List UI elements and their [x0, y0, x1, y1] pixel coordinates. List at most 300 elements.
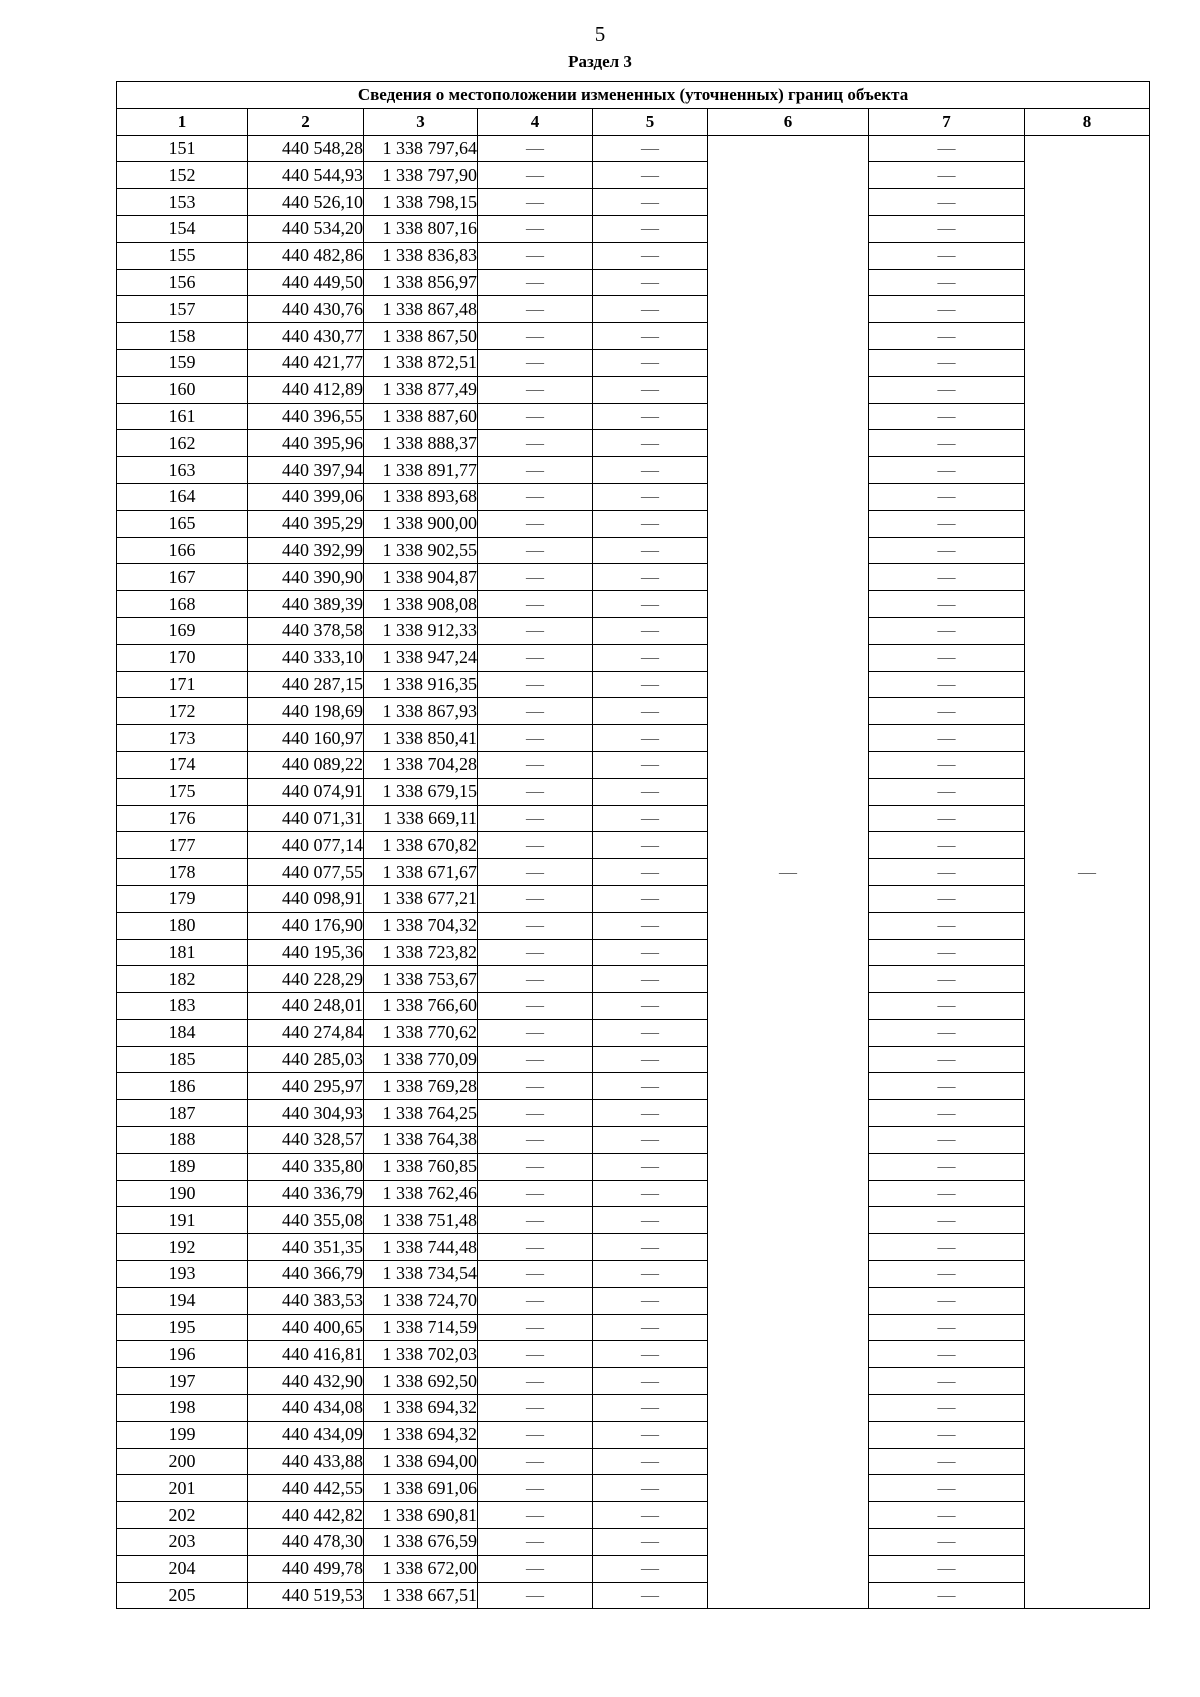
column-4-cell: —: [478, 135, 593, 162]
table-row: [117, 430, 1150, 457]
column-5-cell: —: [593, 430, 708, 457]
point-number-cell: 198: [117, 1395, 248, 1422]
column-7-cell: —: [869, 403, 1025, 430]
coordinate-y-cell: 1 338 723,82: [364, 939, 478, 966]
table-row: [117, 1153, 1150, 1180]
column-7-cell: —: [869, 215, 1025, 242]
table-row: [117, 564, 1150, 591]
column-4-cell: —: [478, 564, 593, 591]
coordinate-y-cell: 1 338 753,67: [364, 966, 478, 993]
point-number-cell: 204: [117, 1555, 248, 1582]
coordinate-x-cell: 440 395,96: [248, 430, 364, 457]
coordinate-y-cell: 1 338 872,51: [364, 349, 478, 376]
column-7-cell: —: [869, 135, 1025, 162]
coordinate-y-cell: 1 338 714,59: [364, 1314, 478, 1341]
column-7-cell: —: [869, 537, 1025, 564]
column-7-cell: —: [869, 1019, 1025, 1046]
column-4-cell: —: [478, 537, 593, 564]
coordinate-y-cell: 1 338 760,85: [364, 1153, 478, 1180]
coordinate-y-cell: 1 338 770,62: [364, 1019, 478, 1046]
column-4-cell: —: [478, 189, 593, 216]
column-4-cell: —: [478, 617, 593, 644]
table-row: [117, 1529, 1150, 1556]
column-5-cell: —: [593, 671, 708, 698]
column-8-merged-cell: —: [1025, 135, 1150, 1609]
column-4-cell: —: [478, 510, 593, 537]
column-header-3: 3: [364, 108, 478, 135]
coordinate-x-cell: 440 499,78: [248, 1555, 364, 1582]
column-5-cell: —: [593, 510, 708, 537]
column-7-cell: —: [869, 323, 1025, 350]
coordinate-y-cell: 1 338 744,48: [364, 1234, 478, 1261]
coordinate-x-cell: 440 287,15: [248, 671, 364, 698]
coordinate-x-cell: 440 336,79: [248, 1180, 364, 1207]
coordinate-x-cell: 440 442,82: [248, 1502, 364, 1529]
point-number-cell: 193: [117, 1261, 248, 1288]
coordinate-y-cell: 1 338 908,08: [364, 591, 478, 618]
column-7-cell: —: [869, 617, 1025, 644]
column-7-cell: —: [869, 671, 1025, 698]
coordinate-x-cell: 440 397,94: [248, 457, 364, 484]
column-5-cell: —: [593, 1341, 708, 1368]
column-7-cell: —: [869, 1448, 1025, 1475]
coordinate-y-cell: 1 338 692,50: [364, 1368, 478, 1395]
column-7-cell: —: [869, 1180, 1025, 1207]
coordinate-y-cell: 1 338 797,90: [364, 162, 478, 189]
column-5-cell: —: [593, 135, 708, 162]
column-5-cell: —: [593, 885, 708, 912]
coordinate-y-cell: 1 338 679,15: [364, 778, 478, 805]
column-header-7: 7: [869, 108, 1025, 135]
coordinate-y-cell: 1 338 798,15: [364, 189, 478, 216]
table-row: [117, 1448, 1150, 1475]
coordinate-y-cell: 1 338 770,09: [364, 1046, 478, 1073]
column-7-cell: —: [869, 1073, 1025, 1100]
section-title: Раздел 3: [568, 52, 632, 71]
table-row: [117, 296, 1150, 323]
column-5-cell: —: [593, 349, 708, 376]
column-7-cell: —: [869, 349, 1025, 376]
coordinate-y-cell: 1 338 769,28: [364, 1073, 478, 1100]
coordinate-y-cell: 1 338 893,68: [364, 483, 478, 510]
column-5-cell: —: [593, 162, 708, 189]
coordinate-x-cell: 440 228,29: [248, 966, 364, 993]
column-4-cell: —: [478, 1582, 593, 1609]
column-5-cell: —: [593, 966, 708, 993]
coordinate-y-cell: 1 338 867,50: [364, 323, 478, 350]
point-number-cell: 179: [117, 885, 248, 912]
coordinate-y-cell: 1 338 669,11: [364, 805, 478, 832]
column-6-merged-cell: —: [708, 135, 869, 1609]
point-number-cell: 160: [117, 376, 248, 403]
table-row: [117, 323, 1150, 350]
coordinate-x-cell: 440 285,03: [248, 1046, 364, 1073]
coordinate-x-cell: 440 421,77: [248, 349, 364, 376]
coordinate-x-cell: 440 304,93: [248, 1100, 364, 1127]
column-4-cell: —: [478, 323, 593, 350]
coordinate-y-cell: 1 338 766,60: [364, 993, 478, 1020]
table-row: [117, 1261, 1150, 1288]
table-row: [117, 778, 1150, 805]
point-number-cell: 158: [117, 323, 248, 350]
coordinate-y-cell: 1 338 947,24: [364, 644, 478, 671]
column-5-cell: —: [593, 1207, 708, 1234]
coordinate-y-cell: 1 338 904,87: [364, 564, 478, 591]
column-4-cell: —: [478, 1555, 593, 1582]
table-row: [117, 1555, 1150, 1582]
column-5-cell: —: [593, 1046, 708, 1073]
column-5-cell: —: [593, 1421, 708, 1448]
table-row: [117, 162, 1150, 189]
point-number-cell: 166: [117, 537, 248, 564]
column-header-1: 1: [117, 108, 248, 135]
column-4-cell: —: [478, 805, 593, 832]
coordinate-x-cell: 440 412,89: [248, 376, 364, 403]
column-header-5: 5: [593, 108, 708, 135]
table-row: [117, 135, 1150, 162]
table-row: [117, 242, 1150, 269]
coordinate-x-cell: 440 077,55: [248, 859, 364, 886]
coordinate-y-cell: 1 338 671,67: [364, 859, 478, 886]
point-number-cell: 192: [117, 1234, 248, 1261]
table-row: [117, 1368, 1150, 1395]
point-number-cell: 165: [117, 510, 248, 537]
column-5-cell: —: [593, 1314, 708, 1341]
column-7-cell: —: [869, 778, 1025, 805]
coordinate-y-cell: 1 338 676,59: [364, 1529, 478, 1556]
coordinate-x-cell: 440 195,36: [248, 939, 364, 966]
coordinate-x-cell: 440 449,50: [248, 269, 364, 296]
point-number-cell: 184: [117, 1019, 248, 1046]
column-5-cell: —: [593, 1368, 708, 1395]
point-number-cell: 178: [117, 859, 248, 886]
point-number-cell: 189: [117, 1153, 248, 1180]
coordinate-x-cell: 440 383,53: [248, 1287, 364, 1314]
column-4-cell: —: [478, 376, 593, 403]
column-7-cell: —: [869, 1502, 1025, 1529]
table-row: [117, 859, 1150, 886]
coordinate-x-cell: 440 478,30: [248, 1529, 364, 1556]
column-header-2: 2: [248, 108, 364, 135]
coordinate-y-cell: 1 338 836,83: [364, 242, 478, 269]
column-4-cell: —: [478, 1261, 593, 1288]
coordinate-x-cell: 440 355,08: [248, 1207, 364, 1234]
table-row: [117, 1421, 1150, 1448]
column-7-cell: —: [869, 510, 1025, 537]
column-7-cell: —: [869, 457, 1025, 484]
coordinate-y-cell: 1 338 867,48: [364, 296, 478, 323]
point-number-cell: 186: [117, 1073, 248, 1100]
column-5-cell: —: [593, 1234, 708, 1261]
point-number-cell: 164: [117, 483, 248, 510]
coordinate-x-cell: 440 519,53: [248, 1582, 364, 1609]
point-number-cell: 177: [117, 832, 248, 859]
column-7-cell: —: [869, 939, 1025, 966]
column-5-cell: —: [593, 1153, 708, 1180]
point-number-cell: 162: [117, 430, 248, 457]
column-4-cell: —: [478, 778, 593, 805]
coordinate-x-cell: 440 077,14: [248, 832, 364, 859]
column-7-cell: —: [869, 1368, 1025, 1395]
column-7-cell: —: [869, 859, 1025, 886]
point-number-cell: 187: [117, 1100, 248, 1127]
column-4-cell: —: [478, 1314, 593, 1341]
column-7-cell: —: [869, 242, 1025, 269]
column-7-cell: —: [869, 1421, 1025, 1448]
column-5-cell: —: [593, 698, 708, 725]
coordinate-y-cell: 1 338 724,70: [364, 1287, 478, 1314]
column-7-cell: —: [869, 483, 1025, 510]
coordinate-x-cell: 440 416,81: [248, 1341, 364, 1368]
column-5-cell: —: [593, 1502, 708, 1529]
coordinate-x-cell: 440 378,58: [248, 617, 364, 644]
coordinate-x-cell: 440 328,57: [248, 1127, 364, 1154]
table-row: [117, 1287, 1150, 1314]
column-5-cell: —: [593, 1555, 708, 1582]
coordinate-y-cell: 1 338 762,46: [364, 1180, 478, 1207]
column-5-cell: —: [593, 859, 708, 886]
column-7-cell: —: [869, 1207, 1025, 1234]
point-number-cell: 161: [117, 403, 248, 430]
column-7-cell: —: [869, 805, 1025, 832]
table-row: [117, 1180, 1150, 1207]
table-row: [117, 1341, 1150, 1368]
table-row: [117, 1073, 1150, 1100]
column-4-cell: —: [478, 1368, 593, 1395]
column-4-cell: —: [478, 644, 593, 671]
column-4-cell: —: [478, 1234, 593, 1261]
column-4-cell: —: [478, 725, 593, 752]
coordinate-x-cell: 440 390,90: [248, 564, 364, 591]
column-4-cell: —: [478, 591, 593, 618]
table-row: [117, 403, 1150, 430]
column-7-cell: —: [869, 1261, 1025, 1288]
table-row: [117, 457, 1150, 484]
point-number-cell: 169: [117, 617, 248, 644]
column-7-cell: —: [869, 1127, 1025, 1154]
column-5-cell: —: [593, 564, 708, 591]
coordinate-y-cell: 1 338 887,60: [364, 403, 478, 430]
column-5-cell: —: [593, 269, 708, 296]
table-row: [117, 725, 1150, 752]
column-5-cell: —: [593, 993, 708, 1020]
coordinate-x-cell: 440 366,79: [248, 1261, 364, 1288]
column-7-cell: —: [869, 993, 1025, 1020]
coordinate-x-cell: 440 071,31: [248, 805, 364, 832]
coordinate-y-cell: 1 338 677,21: [364, 885, 478, 912]
coordinate-y-cell: 1 338 670,82: [364, 832, 478, 859]
column-4-cell: —: [478, 483, 593, 510]
column-4-cell: —: [478, 939, 593, 966]
column-7-cell: —: [869, 269, 1025, 296]
column-5-cell: —: [593, 912, 708, 939]
column-4-cell: —: [478, 403, 593, 430]
coordinate-y-cell: 1 338 764,38: [364, 1127, 478, 1154]
table-row: [117, 617, 1150, 644]
coordinate-x-cell: 440 430,77: [248, 323, 364, 350]
point-number-cell: 159: [117, 349, 248, 376]
column-7-cell: —: [869, 162, 1025, 189]
table-row: [117, 1395, 1150, 1422]
column-4-cell: —: [478, 671, 593, 698]
coordinate-y-cell: 1 338 691,06: [364, 1475, 478, 1502]
column-4-cell: —: [478, 1046, 593, 1073]
column-5-cell: —: [593, 832, 708, 859]
table-row: [117, 1207, 1150, 1234]
column-4-cell: —: [478, 457, 593, 484]
coordinate-x-cell: 440 400,65: [248, 1314, 364, 1341]
coordinate-x-cell: 440 351,35: [248, 1234, 364, 1261]
column-5-cell: —: [593, 644, 708, 671]
column-5-cell: —: [593, 1180, 708, 1207]
column-4-cell: —: [478, 1421, 593, 1448]
table-row: [117, 805, 1150, 832]
coordinate-y-cell: 1 338 797,64: [364, 135, 478, 162]
column-4-cell: —: [478, 1019, 593, 1046]
column-4-cell: —: [478, 349, 593, 376]
point-number-cell: 152: [117, 162, 248, 189]
column-5-cell: —: [593, 778, 708, 805]
point-number-cell: 163: [117, 457, 248, 484]
table-row: [117, 537, 1150, 564]
column-5-cell: —: [593, 296, 708, 323]
point-number-cell: 153: [117, 189, 248, 216]
coordinate-y-cell: 1 338 734,54: [364, 1261, 478, 1288]
column-header-row: [117, 108, 1150, 135]
column-5-cell: —: [593, 1475, 708, 1502]
coordinate-x-cell: 440 548,28: [248, 135, 364, 162]
point-number-cell: 156: [117, 269, 248, 296]
column-4-cell: —: [478, 1207, 593, 1234]
table-row: [117, 1582, 1150, 1609]
point-number-cell: 176: [117, 805, 248, 832]
coordinate-x-cell: 440 389,39: [248, 591, 364, 618]
coordinate-x-cell: 440 176,90: [248, 912, 364, 939]
coordinate-y-cell: 1 338 888,37: [364, 430, 478, 457]
table-row: [117, 376, 1150, 403]
column-5-cell: —: [593, 1127, 708, 1154]
point-number-cell: 170: [117, 644, 248, 671]
point-number-cell: 195: [117, 1314, 248, 1341]
point-number-cell: 182: [117, 966, 248, 993]
coordinate-y-cell: 1 338 704,28: [364, 751, 478, 778]
table-row: [117, 1019, 1150, 1046]
point-number-cell: 202: [117, 1502, 248, 1529]
column-5-cell: —: [593, 617, 708, 644]
coordinate-y-cell: 1 338 856,97: [364, 269, 478, 296]
coordinate-y-cell: 1 338 902,55: [364, 537, 478, 564]
column-4-cell: —: [478, 885, 593, 912]
coordinate-y-cell: 1 338 916,35: [364, 671, 478, 698]
table-row: [117, 912, 1150, 939]
column-4-cell: —: [478, 215, 593, 242]
coordinate-x-cell: 440 333,10: [248, 644, 364, 671]
column-7-cell: —: [869, 1475, 1025, 1502]
column-4-cell: —: [478, 1341, 593, 1368]
point-number-cell: 171: [117, 671, 248, 698]
column-4-cell: —: [478, 966, 593, 993]
coordinate-y-cell: 1 338 764,25: [364, 1100, 478, 1127]
column-header-6: 6: [708, 108, 869, 135]
column-4-cell: —: [478, 269, 593, 296]
point-number-cell: 174: [117, 751, 248, 778]
column-5-cell: —: [593, 242, 708, 269]
point-number-cell: 181: [117, 939, 248, 966]
coordinate-x-cell: 440 430,76: [248, 296, 364, 323]
column-7-cell: —: [869, 1555, 1025, 1582]
boundary-coordinates-table: [116, 81, 1150, 1609]
page-number: 5: [594, 22, 606, 46]
point-number-cell: 168: [117, 591, 248, 618]
column-4-cell: —: [478, 1100, 593, 1127]
column-5-cell: —: [593, 537, 708, 564]
table-row: [117, 510, 1150, 537]
table-row: [117, 1234, 1150, 1261]
column-5-cell: —: [593, 457, 708, 484]
point-number-cell: 180: [117, 912, 248, 939]
table-row: [117, 644, 1150, 671]
point-number-cell: 196: [117, 1341, 248, 1368]
table-row: [117, 1314, 1150, 1341]
column-4-cell: —: [478, 698, 593, 725]
coordinate-x-cell: 440 160,97: [248, 725, 364, 752]
table-row: [117, 591, 1150, 618]
coordinate-x-cell: 440 534,20: [248, 215, 364, 242]
column-5-cell: —: [593, 1261, 708, 1288]
table-row: [117, 993, 1150, 1020]
column-5-cell: —: [593, 751, 708, 778]
table-row: [117, 1127, 1150, 1154]
column-5-cell: —: [593, 1287, 708, 1314]
point-number-cell: 167: [117, 564, 248, 591]
coordinate-y-cell: 1 338 891,77: [364, 457, 478, 484]
column-4-cell: —: [478, 1395, 593, 1422]
column-5-cell: —: [593, 1100, 708, 1127]
point-number-cell: 173: [117, 725, 248, 752]
column-4-cell: —: [478, 1180, 593, 1207]
column-7-cell: —: [869, 1287, 1025, 1314]
column-5-cell: —: [593, 725, 708, 752]
coordinate-y-cell: 1 338 867,93: [364, 698, 478, 725]
coordinate-x-cell: 440 274,84: [248, 1019, 364, 1046]
column-5-cell: —: [593, 376, 708, 403]
coordinate-y-cell: 1 338 704,32: [364, 912, 478, 939]
coordinate-x-cell: 440 526,10: [248, 189, 364, 216]
column-4-cell: —: [478, 832, 593, 859]
column-4-cell: —: [478, 859, 593, 886]
column-7-cell: —: [869, 751, 1025, 778]
point-number-cell: 191: [117, 1207, 248, 1234]
coordinate-x-cell: 440 198,69: [248, 698, 364, 725]
column-4-cell: —: [478, 1529, 593, 1556]
coordinate-x-cell: 440 442,55: [248, 1475, 364, 1502]
table-caption: Сведения о местоположении измененных (уточненных) границ объекта: [117, 82, 1150, 109]
table-row: [117, 483, 1150, 510]
column-5-cell: —: [593, 1529, 708, 1556]
column-7-cell: —: [869, 296, 1025, 323]
coordinate-x-cell: 440 295,97: [248, 1073, 364, 1100]
table-row: [117, 939, 1150, 966]
coordinate-y-cell: 1 338 807,16: [364, 215, 478, 242]
column-5-cell: —: [593, 403, 708, 430]
table-row: [117, 698, 1150, 725]
point-number-cell: 154: [117, 215, 248, 242]
column-7-cell: —: [869, 1314, 1025, 1341]
coordinate-x-cell: 440 432,90: [248, 1368, 364, 1395]
column-5-cell: —: [593, 1395, 708, 1422]
point-number-cell: 172: [117, 698, 248, 725]
coordinate-x-cell: 440 433,88: [248, 1448, 364, 1475]
